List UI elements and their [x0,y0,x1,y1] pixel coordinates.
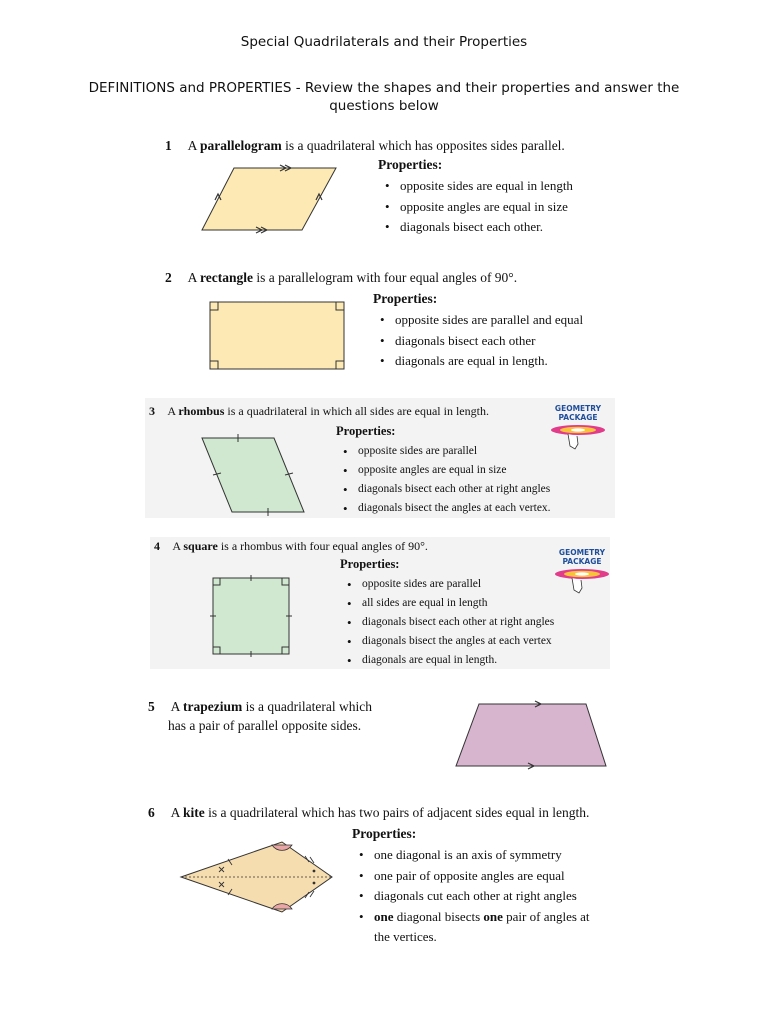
property-item: • opposite sides are parallel and equal [373,310,583,331]
properties-rhombus [336,424,551,518]
term: rhombus [178,404,225,418]
angle-dot-mark [313,882,316,885]
term: square [183,539,218,553]
property-item: • diagonals bisect each other. [378,217,573,238]
term: parallelogram [200,138,282,153]
definition-kite: 6 A kite is a quadrilateral which has two pairs of adjacent sides equal in length. [148,805,590,820]
item-number: 4 [154,539,160,553]
item-number: 1 [165,138,172,153]
angle-dot-mark [313,870,316,873]
term: rectangle [200,270,254,285]
property-item: • diagonals bisect each other [373,331,583,352]
term: kite [183,805,205,820]
property-item: • one pair of opposite angles are equal [352,866,590,887]
properties-heading: Properties: [352,826,417,841]
properties-rectangle [373,291,583,372]
definition-rectangle: 2 A rectangle is a parallelogram with four equal angles of 90°. [165,270,518,285]
item-number: 6 [148,805,155,820]
cd-hand-icon [548,422,608,452]
geometry-package-badge: GEOMETRY PACKAGE [548,404,608,454]
trapezium-diagram [452,700,610,770]
properties-heading: Properties: [336,424,396,438]
square-diagram [210,575,292,657]
property-item: • diagonals bisect the angles at each vertex [340,632,554,651]
property-item: • diagonals cut each other at right angles [352,886,590,907]
kite-diagram [178,838,338,916]
parallelogram-diagram [200,164,340,234]
item-number: 2 [165,270,172,285]
geometry-package-badge: GEOMETRY PACKAGE [552,548,612,598]
rhombus-shape [202,438,304,512]
trapezium-shape [456,704,606,766]
property-item: • opposite sides are parallel [340,575,554,594]
property-item: • opposite angles are equal in size [378,197,573,218]
page-title: Special Quadrilaterals and their Properties [240,34,528,50]
rectangle-shape [210,302,344,369]
properties-heading: Properties: [340,557,400,571]
property-item: • opposite angles are equal in size [336,461,551,480]
square-shape [213,578,289,654]
properties-heading: Properties: [373,291,438,306]
properties-square [340,557,554,670]
rhombus-diagram [200,432,310,516]
property-item: • diagonals bisect the angles at each vertex. [336,499,551,518]
property-item: • opposite sides are equal in length [378,176,573,197]
property-item: • opposite sides are parallel [336,442,551,461]
definition-parallelogram: 1 A parallelogram is a quadrilateral which has opposites sides parallel. [165,138,565,153]
property-item: • all sides are equal in length [340,594,554,613]
definition-trapezium: 5 A trapezium is a quadrilateral which has a pair of parallel opposite sides. [148,699,372,733]
property-item: • diagonals bisect each other at right angles [336,480,551,499]
property-item: • diagonals bisect each other at right angles [340,613,554,632]
properties-parallelogram [378,157,573,238]
definition-rhombus: 3 A rhombus is a quadrilateral in which all sides are equal in length. [149,404,489,418]
property-item: • diagonals are equal in length. [373,351,583,372]
property-item: • diagonals are equal in length. [340,651,554,670]
item-number: 5 [148,699,155,714]
item-number: 3 [149,404,155,418]
rectangle-diagram [208,300,348,372]
definition-square: 4 A square is a rhombus with four equal angles of 90°. [154,539,428,553]
property-item-continued: the vertices. [374,929,437,944]
property-item: • one diagonal bisects one pair of angles at [352,907,590,928]
term: trapezium [183,699,243,714]
page-subtitle: DEFINITIONS and PROPERTIES - Review the shapes and their properties and answer the questions below [88,80,680,114]
cd-hand-icon [552,566,612,596]
properties-kite [352,826,590,948]
property-item: • one diagonal is an axis of symmetry [352,845,590,866]
properties-heading: Properties: [378,157,443,172]
